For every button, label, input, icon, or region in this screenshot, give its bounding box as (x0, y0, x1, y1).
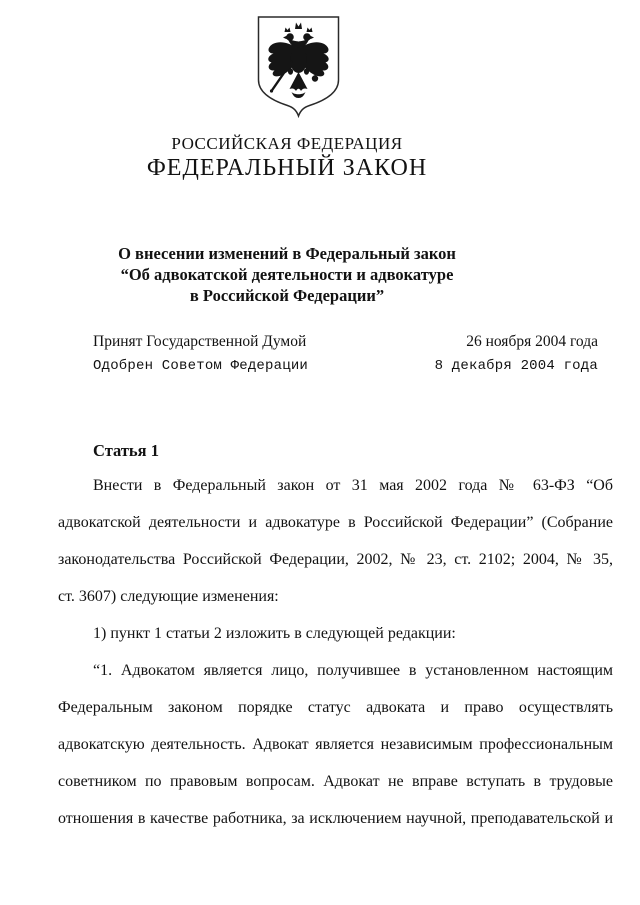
adoption-action: Принят Государственной Думой (93, 333, 307, 350)
body-line: законодательства Российской Федерации, 2002, № 23, ст. 2102; 2004, № 35, (58, 551, 613, 568)
adoption-date: 8 декабря 2004 года (434, 358, 598, 374)
body-text (58, 467, 613, 837)
article-heading: Статья 1 (93, 441, 159, 460)
country-title: РОССИЙСКАЯ ФЕДЕРАЦИЯ (171, 134, 403, 153)
body-line: адвокатскую деятельность. Адвокат является независимым профессиональным (58, 736, 613, 753)
body-line: ст. 3607) следующие изменения: (58, 588, 279, 605)
body-line: 1) пункт 1 статьи 2 изложить в следующей редакции: (93, 625, 456, 642)
law-title-line: “Об адвокатской деятельности и адвокатуре (120, 265, 454, 284)
adoption-block (93, 333, 598, 383)
body-line: советником по правовым вопросам. Адвокат не вправе вступать в трудовые (58, 773, 613, 790)
body-line: отношения в качестве работника, за исключением научной, преподавательской и (58, 810, 613, 827)
russian-coat-of-arms-icon (257, 16, 340, 118)
adoption-row (93, 333, 598, 358)
law-title (0, 243, 574, 306)
adoption-date: 26 ноября 2004 года (466, 333, 598, 350)
adoption-action: Одобрен Советом Федерации (93, 358, 309, 374)
document-type-title: ФЕДЕРАЛЬНЫЙ ЗАКОН (146, 155, 428, 181)
body-line: Внести в Федеральный закон от 31 мая 2002 года № 63-ФЗ “Об (93, 477, 613, 494)
body-line: адвокатской деятельности и адвокатуре в Российской Федерации” (Собрание (58, 514, 613, 531)
adoption-row (93, 358, 598, 383)
body-line: “1. Адвокатом является лицо, получившее в установленном настоящим (93, 662, 613, 679)
body-line: Федеральным законом порядке статус адвоката и право осуществлять (58, 699, 613, 716)
law-title-line: О внесении изменений в Федеральный закон (118, 244, 456, 263)
law-title-line: в Российской Федерации” (189, 286, 385, 305)
